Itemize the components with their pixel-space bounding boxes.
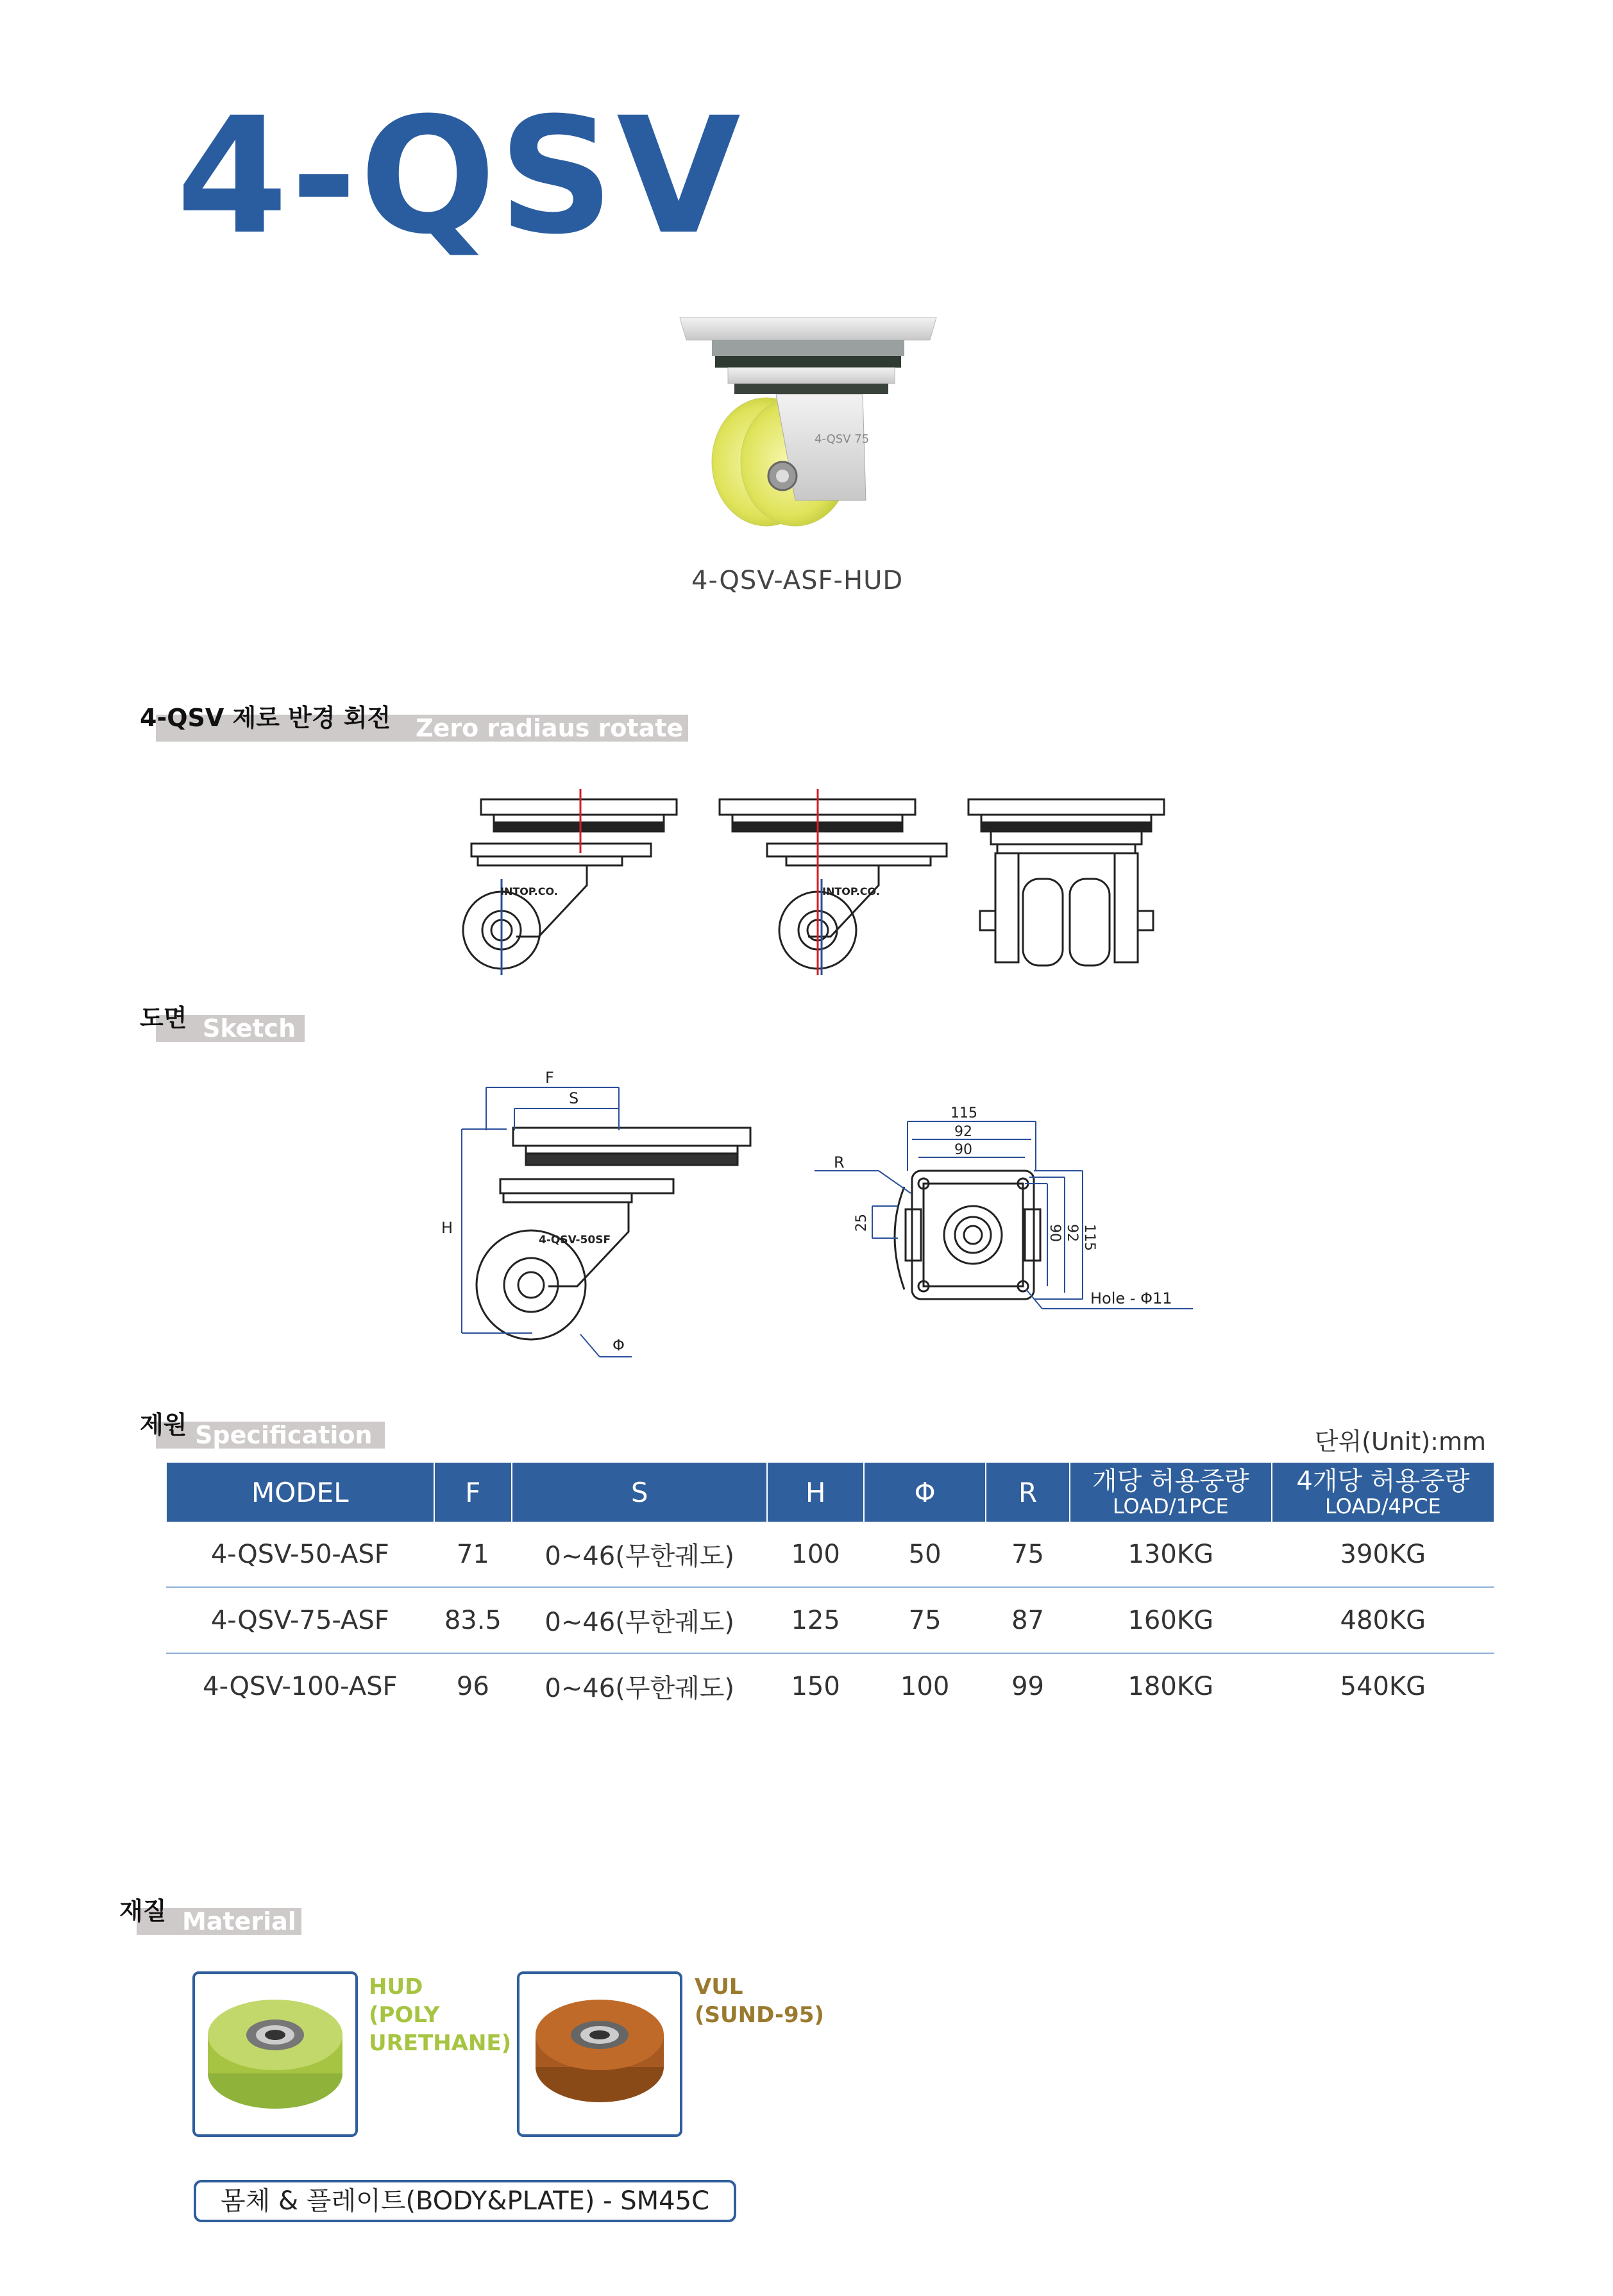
section-sketch-en: Sketch	[200, 1015, 298, 1042]
cell-s: 0~46(무한궤도)	[512, 1522, 767, 1587]
product-image-label: 4-QSV 75	[815, 432, 870, 446]
cell-model: 4-QSV-50-ASF	[166, 1522, 434, 1587]
table-row	[166, 1653, 1494, 1719]
col-phi: Φ	[864, 1463, 986, 1522]
col-h: H	[767, 1463, 864, 1522]
col-model: MODEL	[166, 1463, 434, 1522]
material-vul-line2: (SUND-95)	[695, 2002, 824, 2028]
spec-table	[165, 1463, 1495, 1719]
brand-label-1: INTOP.CO.	[500, 885, 558, 897]
material-hud-line1: HUD	[369, 1974, 423, 2000]
dim-hole: Hole - Φ11	[1090, 1289, 1172, 1307]
section-spec-ko: 제원	[140, 1411, 187, 1439]
col-f: F	[434, 1463, 512, 1522]
cell-r: 87	[986, 1587, 1070, 1653]
cell-h: 125	[767, 1587, 864, 1653]
dim-92-top: 92	[954, 1124, 972, 1140]
cell-load4: 390KG	[1272, 1522, 1494, 1587]
col-load1-ko: 개당 허용중량	[1092, 1467, 1249, 1496]
col-load4-ko: 4개당 허용중량	[1296, 1467, 1470, 1496]
product-photo	[667, 308, 949, 552]
section-zero-radius-en: Zero radiaus rotate	[413, 715, 686, 742]
section-material-en: Material	[180, 1908, 299, 1935]
cell-load1: 160KG	[1070, 1587, 1272, 1653]
dim-f: F	[545, 1069, 554, 1087]
material-hud-label	[369, 1973, 511, 2057]
cell-phi: 100	[900, 1671, 950, 1701]
dim-25: 25	[854, 1214, 870, 1232]
cell-model: 4-QSV-75-ASF	[166, 1587, 434, 1653]
zero-radius-drawings	[449, 789, 1187, 982]
section-zero-radius-ko: 4-QSV 제로 반경 회전	[140, 704, 391, 732]
dim-90-top: 90	[954, 1142, 972, 1158]
cell-load4: 480KG	[1272, 1587, 1494, 1653]
col-load4-en: LOAD/4PCE	[1324, 1494, 1441, 1518]
material-vul-label	[695, 1973, 824, 2029]
sketch-side-view	[436, 1065, 770, 1373]
cell-f: 96	[456, 1671, 489, 1701]
cell-r: 75	[986, 1522, 1070, 1587]
body-plate-note: 몸체 & 플레이트(BODY&PLATE) - SM45C	[194, 2180, 736, 2222]
cell-s: 0~46(무한궤도)	[512, 1587, 767, 1653]
cell-s: 0~46(무한궤도)	[545, 1674, 734, 1703]
material-hud-image	[192, 1971, 358, 2137]
table-row	[166, 1587, 1494, 1653]
material-hud-line3: URETHANE)	[369, 2030, 512, 2056]
cell-model: 4-QSV-100-ASF	[203, 1671, 398, 1701]
hud-wheel-graphic	[195, 1974, 355, 2134]
col-s: S	[512, 1463, 767, 1522]
sketch-model-label: 4-QSV-50SF	[539, 1234, 611, 1246]
material-vul-line1: VUL	[695, 1974, 743, 2000]
cell-phi: 50	[864, 1522, 986, 1587]
dim-115-top: 115	[950, 1105, 977, 1121]
cell-phi: 75	[864, 1587, 986, 1653]
vul-wheel-graphic	[519, 1974, 680, 2134]
col-load1	[1070, 1463, 1272, 1522]
brand-label-2: INTOP.CO.	[822, 885, 880, 897]
spec-header-row	[166, 1463, 1494, 1522]
col-load1-en: LOAD/1PCE	[1112, 1494, 1229, 1518]
material-hud-line2: (POLY	[369, 2002, 440, 2028]
cell-h: 150	[791, 1671, 840, 1701]
dim-r: R	[834, 1153, 845, 1171]
dim-90-side: 90	[1047, 1224, 1063, 1242]
cell-f: 83.5	[434, 1587, 512, 1653]
col-load4	[1272, 1463, 1494, 1522]
dim-92-side: 92	[1064, 1224, 1080, 1242]
section-spec-en: Specification	[192, 1422, 375, 1449]
table-row	[166, 1522, 1494, 1587]
cell-load1: 130KG	[1070, 1522, 1272, 1587]
cell-load1: 180KG	[1127, 1671, 1214, 1701]
material-vul-image	[517, 1971, 682, 2137]
cell-f: 71	[434, 1522, 512, 1587]
dim-phi: Φ	[612, 1336, 625, 1354]
dim-115-side: 115	[1081, 1224, 1097, 1251]
unit-label: 단위(Unit):mm	[1314, 1427, 1486, 1456]
cell-load4: 540KG	[1340, 1671, 1426, 1701]
section-sketch-ko: 도면	[140, 1004, 187, 1032]
cell-h: 100	[767, 1522, 864, 1587]
cell-r: 99	[1011, 1671, 1044, 1701]
col-r: R	[986, 1463, 1070, 1522]
section-material-ko: 재질	[119, 1897, 167, 1925]
dim-h: H	[441, 1219, 453, 1237]
sketch-top-view	[808, 1097, 1206, 1341]
page-title: 4-QSV	[176, 83, 743, 269]
product-caption: 4-QSV-ASF-HUD	[691, 566, 904, 595]
dim-s: S	[569, 1089, 579, 1107]
